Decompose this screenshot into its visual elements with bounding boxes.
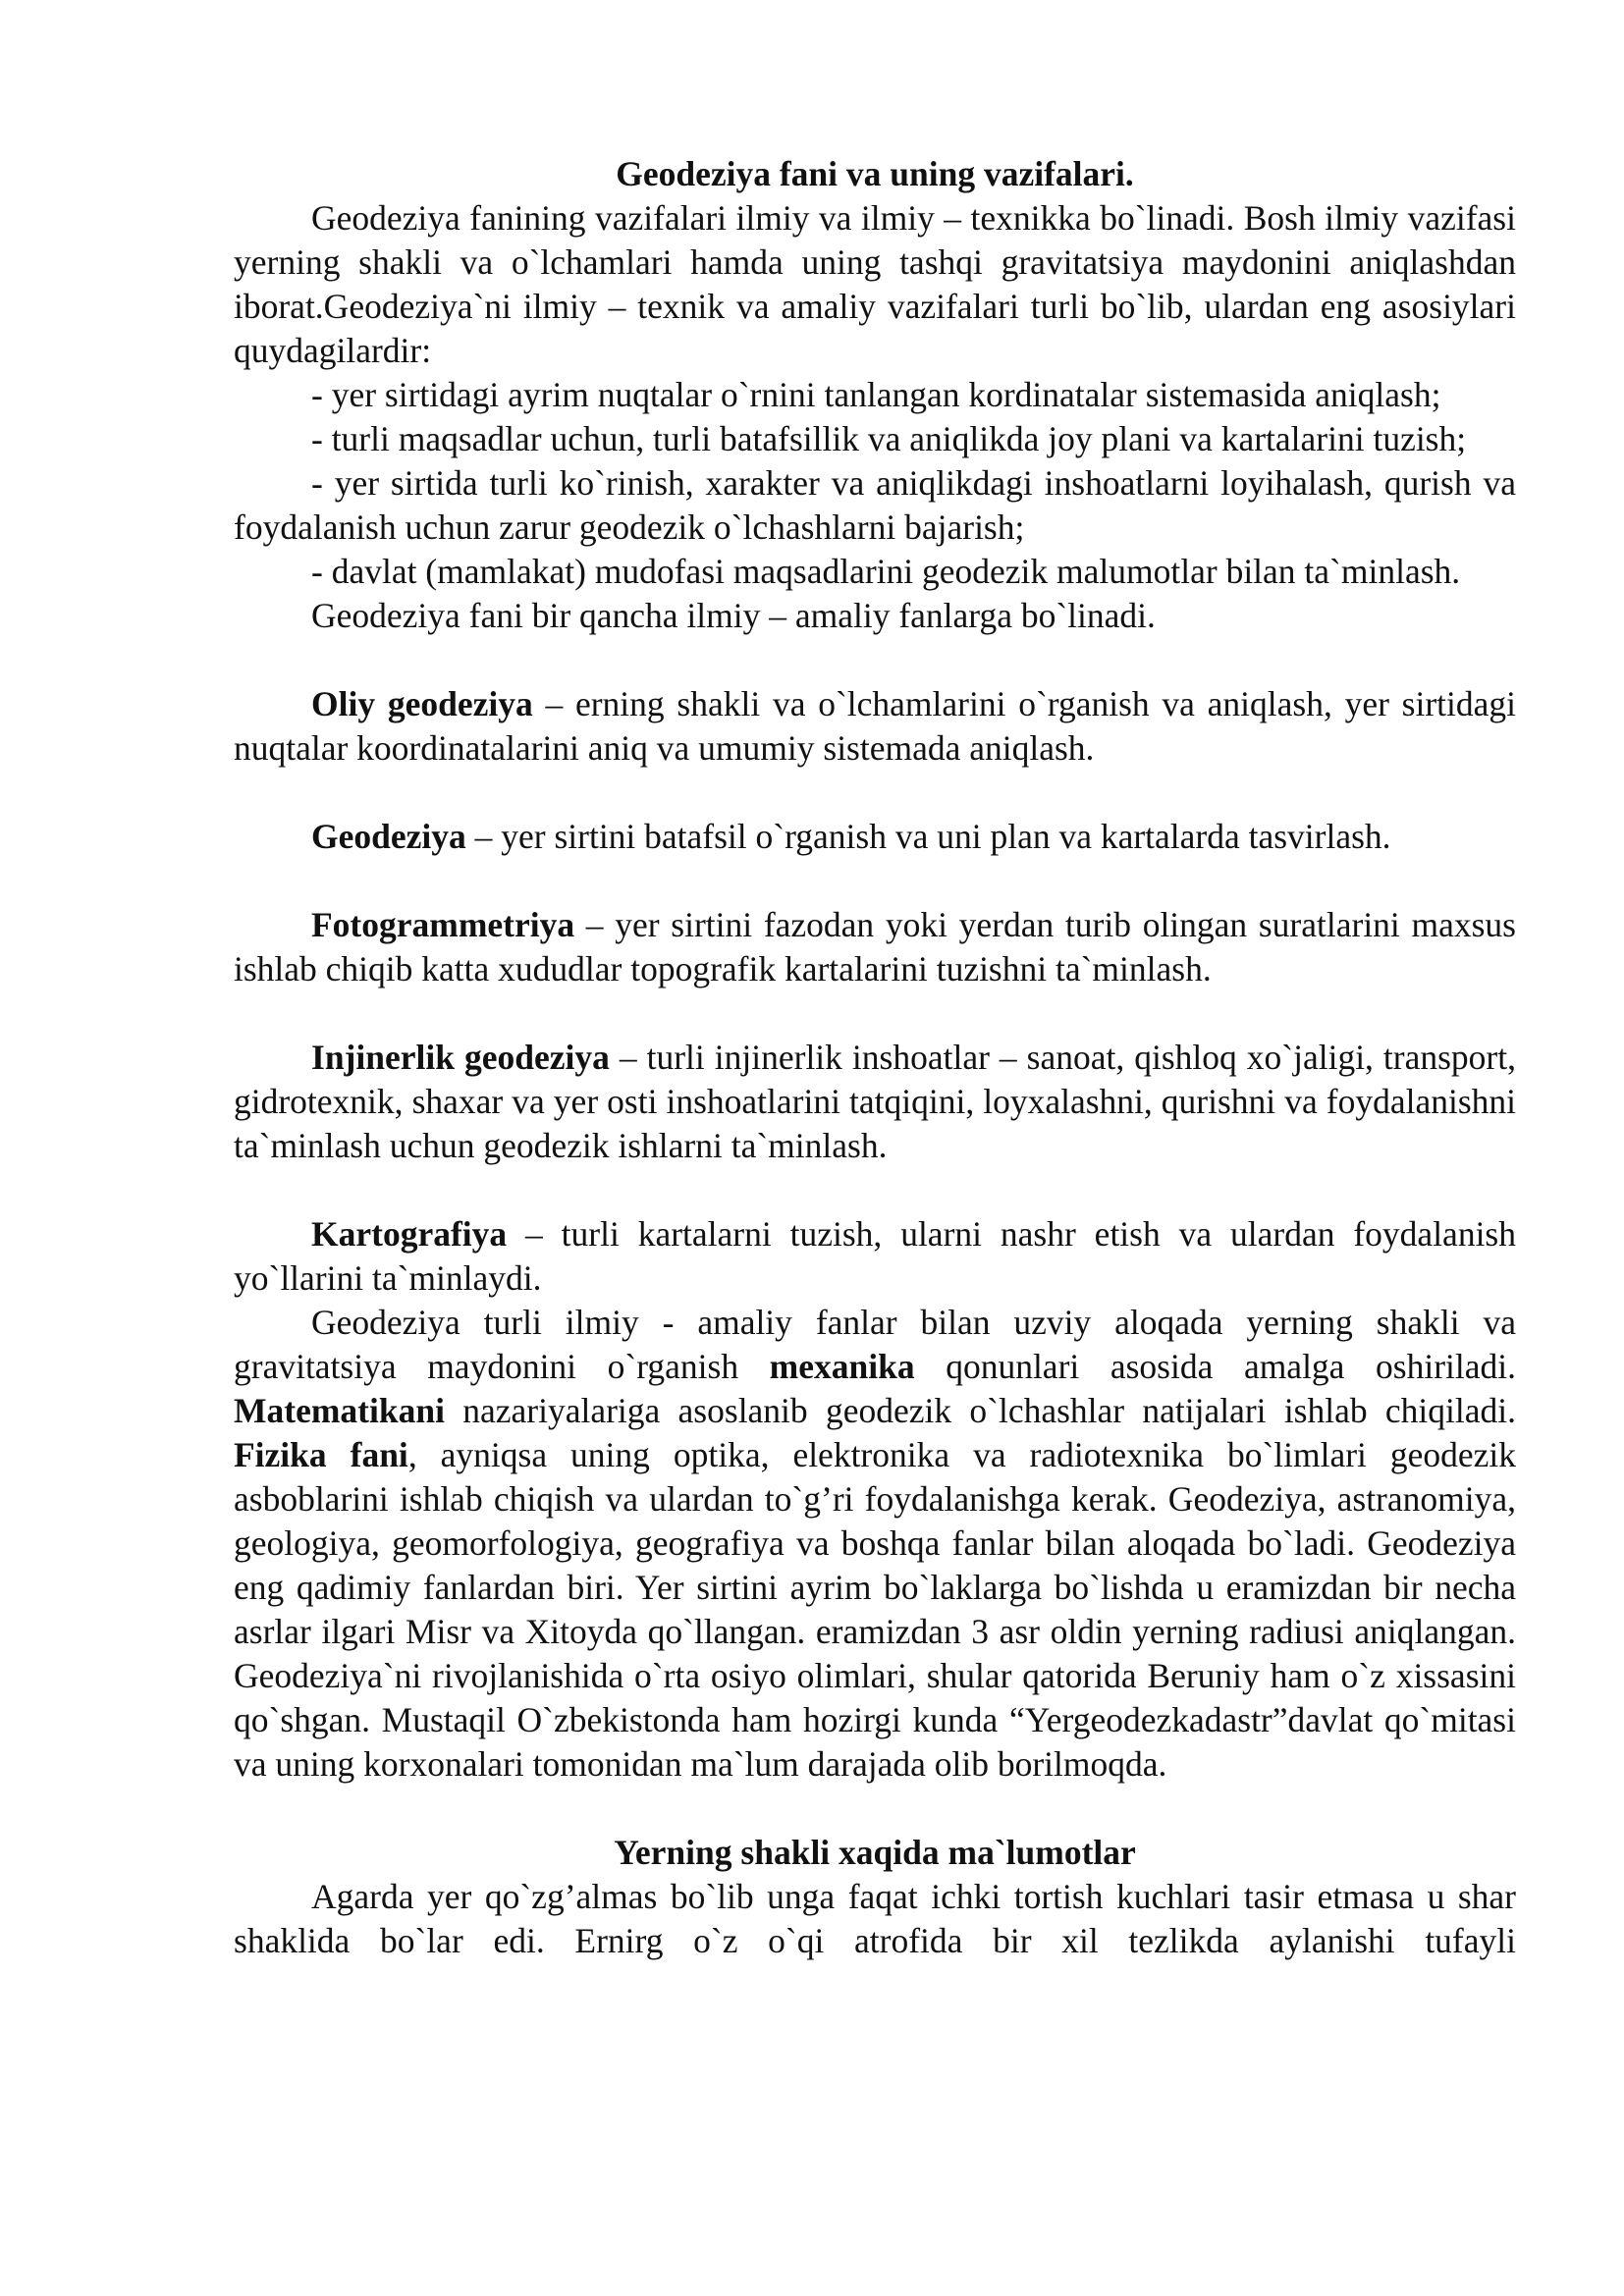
intro-paragraph bbox=[234, 196, 1516, 373]
task-item-3 bbox=[234, 461, 1516, 550]
definition-kartografiya bbox=[234, 1212, 1516, 1301]
task-item-1 bbox=[234, 373, 1516, 417]
bold-term: Matematikani bbox=[234, 1391, 445, 1430]
body-text: Geodeziya fanining vazifalari ilmiy va ilmiy – texnikka bo`linadi. Bosh ilmiy vazifasi yerning shakli va o`lchamlari hamda uning tashqi gravitatsiya maydonini aniqlashdan iborat.Geodeziya`ni ilmiy – texnik va amaliy vazifalari turli bo`lib, ulardan eng asosiylari quydagilardir: bbox=[234, 198, 1516, 370]
bold-term: Fotogrammetriya bbox=[311, 905, 575, 944]
definition-injinerlik-geodeziya bbox=[234, 1036, 1516, 1168]
body-text: – turli kartalarni tuzish, ularni nashr etish va ulardan foydalanish yo`llarini ta`minlaydi. bbox=[234, 1214, 1516, 1298]
body-text: Geodeziya turli ilmiy - amaliy fanlar bilan uzviy aloqada yerning shakli va gravitatsiya maydonini o`rganish bbox=[234, 1303, 1516, 1386]
earth-shape-paragraph bbox=[234, 1875, 1516, 1963]
body-text: - davlat (mamlakat) mudofasi maqsadlarini geodezik malumotlar bilan ta`minlash. bbox=[311, 552, 1461, 591]
section-subtitle: Yerning shakli xaqida ma`lumotlar bbox=[614, 1833, 1136, 1872]
bold-term: Oliy geodeziya bbox=[311, 684, 533, 723]
body-text: nazariyalariga asoslanib geodezik o`lchashlar natijalari ishlab chiqiladi. bbox=[444, 1391, 1516, 1430]
body-text: - yer sirtidagi ayrim nuqtalar o`rnini tanlangan kordinatalar sistemasida aniqlash; bbox=[311, 375, 1441, 414]
bold-term: Fizika fani bbox=[234, 1435, 408, 1474]
bold-term: Geodeziya bbox=[311, 817, 466, 856]
task-item-4 bbox=[234, 550, 1516, 594]
body-text: Agarda yer qo`zg’almas bo`lib unga faqat ichki tortish kuchlari tasir etmasa u shar shaklida bo`lar edi. Ernirg o`z o`qi atrofida bir xil tezlikda aylanishi tufayli bbox=[234, 1877, 1516, 1960]
body-text: – yer sirtini batafsil o`rganish va uni plan va kartalarda tasvirlash. bbox=[465, 817, 1391, 856]
body-text: , ayniqsa uning optika, elektronika va radiotexnika bo`limlari geodezik asboblarini ishlab chiqish va ulardan to`g’ri foydalanishga kerak. Geodeziya, astranomiya, geologiya, geomorfologiya, geografiya va boshqa fanlar bilan aloqada bo`ladi. Geodeziya eng qadimiy fanlardan biri. Yer sirtini ayrim bo`laklarga bo`lishda u eramizdan bir necha asrlar ilgari Misr va Xitoyda qo`llangan. eramizdan 3 asr oldin yerning radiusi aniqlangan. Geodeziya`ni rivojlanishida o`rta osiyo olimlari, shular qatorida Beruniy ham o`z xissasini qo`shgan. Mustaqil O`zbekistonda ham hozirgi kunda “Yergeodezkadastr”davlat qo`mitasi va uning korxonalari tomonidan ma`lum darajada olib borilmoqda. bbox=[234, 1435, 1516, 1784]
document-body bbox=[234, 152, 1516, 1963]
body-text: – yer sirtini fazodan yoki yerdan turib olingan suratlarini maxsus ishlab chiqib katta xududlar topografik kartalarini tuzishni ta`minlash. bbox=[234, 905, 1516, 988]
definition-oliy-geodeziya bbox=[234, 682, 1516, 771]
body-text: – turli injinerlik inshoatlar – sanoat, qishloq xo`jaligi, transport, gidrotexnik, shaxar va yer osti inshoatlarini tatqiqini, loyxalashni, qurishni va foydalanishni ta`minlash uchun geodezik ishlarni ta`minlash. bbox=[234, 1038, 1516, 1165]
task-item-2 bbox=[234, 417, 1516, 461]
bold-term: Kartografiya bbox=[311, 1214, 508, 1254]
bold-term: mexanika bbox=[769, 1347, 915, 1386]
definition-fotogrammetriya bbox=[234, 903, 1516, 991]
document-title: Geodeziya fani va uning vazifalari. bbox=[616, 154, 1134, 193]
body-text: Geodeziya fani bir qancha ilmiy – amaliy fanlarga bo`linadi. bbox=[311, 596, 1156, 635]
body-text: - yer sirtida turli ko`rinish, xarakter va aniqlikdagi inshoatlarni loyihalash, qurish va foydalanish uchun zarur geodezik o`lchashlarni bajarish; bbox=[234, 463, 1516, 547]
branches-intro-paragraph bbox=[234, 594, 1516, 638]
related-sciences-paragraph bbox=[234, 1301, 1516, 1787]
definition-geodeziya bbox=[234, 815, 1516, 859]
body-text: qonunlari asosida amalga oshiriladi. bbox=[914, 1347, 1516, 1386]
body-text: - turli maqsadlar uchun, turli batafsillik va aniqlikda joy plani va kartalarini tuzish; bbox=[311, 419, 1467, 458]
body-text: – erning shakli va o`lchamlarini o`rganish va aniqlash, yer sirtidagi nuqtalar koordinatalarini aniq va umumiy sistemada aniqlash. bbox=[234, 684, 1516, 768]
bold-term: Injinerlik geodeziya bbox=[311, 1038, 610, 1077]
